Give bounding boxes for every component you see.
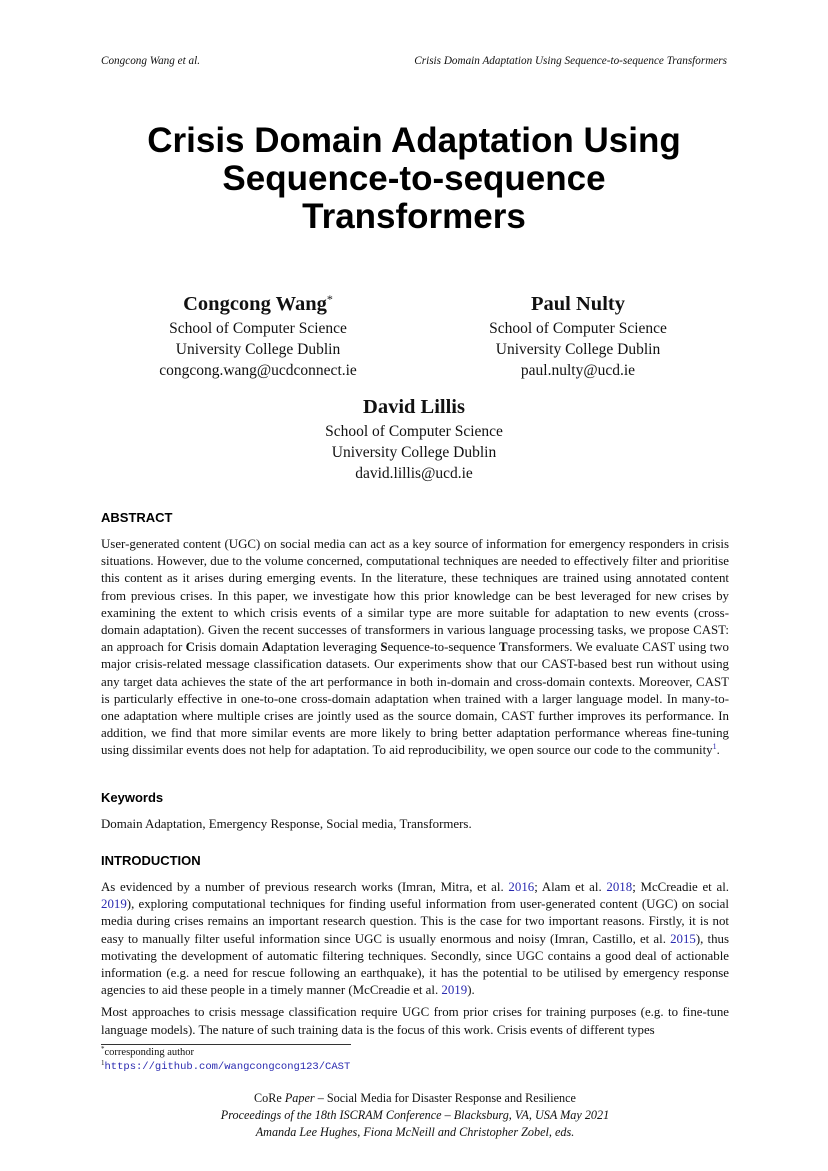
- title-line: Transformers: [302, 197, 526, 236]
- abstract-heading: ABSTRACT: [101, 510, 173, 525]
- author-name: Paul Nulty: [531, 293, 625, 315]
- running-head-title: Crisis Domain Adaptation Using Sequence-to-sequence Transformers: [414, 55, 727, 67]
- repository-link[interactable]: https://github.com/wangcongcong123/CAST: [104, 1061, 351, 1073]
- footer-editors: Amanda Lee Hughes, Fiona McNeill and Christopher Zobel, eds.: [255, 1125, 575, 1139]
- running-head: [101, 53, 727, 69]
- citation-link[interactable]: 2018: [606, 880, 633, 894]
- corresponding-mark: *: [326, 292, 333, 306]
- author-university: University College Dublin: [331, 444, 497, 461]
- keywords-text: Domain Adaptation, Emergency Response, Social media, Transformers.: [101, 817, 472, 831]
- author-university: University College Dublin: [495, 341, 661, 358]
- introduction-heading: INTRODUCTION: [101, 853, 201, 868]
- paragraph: As evidenced by a number of previous research works (Imran, Mitra, et al. 2016; Alam et al. 2018; McCreadie et al. 2019), exploring computational techniques for finding useful information from user-generated content (UGC) on social media during crises remains an important research question. This is the case for two important reasons. Firstly, it is not easy to manually filter useful information since UGC is usually enormous and noisy (Imran, Castillo, et al. 2015), thus motivating the development of automatic filtering techniques. Secondly, since UGC contains a good deal of actionable information (e.g. a need for rescue following an earthquake), it has the potential to be utilised by emergency response agencies to aid these people in a timely manner (McCreadie et al. 2019).: [101, 880, 730, 998]
- page-footer: [101, 1090, 729, 1141]
- paper-title: [90, 122, 738, 236]
- author-email: congcong.wang@ucdconnect.ie: [159, 362, 357, 379]
- footnote-ref[interactable]: 1: [712, 742, 717, 752]
- footnote-divider: [101, 1044, 351, 1045]
- citation-link[interactable]: 2015: [670, 931, 696, 946]
- author-name: Congcong Wang*: [183, 292, 333, 315]
- footer-track: CoRe Paper – Social Media for Disaster Response and Resilience: [254, 1091, 576, 1105]
- footnote: $^1$https://github.com/wangcongcong123/CAST: [101, 1059, 351, 1073]
- introduction-text: [101, 879, 729, 1039]
- title-line: Sequence-to-sequence: [222, 159, 606, 198]
- footnote: *corresponding author: [101, 1045, 195, 1058]
- citation-link[interactable]: 2016: [508, 880, 535, 894]
- abstract-text: User-generated content (UGC) on social media can act as a key source of information for emergency responders in crisis situations. However, due to the volume concerned, computational techniques are needed to effectively filter and prioritise this content as it arises during emerging events. In the literature, these techniques are trained using annotated content from previous crises. In this paper, we investigate how this prior knowledge can be best leveraged for new crises by examining the extent to which crisis events of a similar type are more suitable for adaptation to new events (cross-domain adaptation). Given the recent successes of transformers in various language processing tasks, we propose CAST: an approach for Crisis domain Adaptation leveraging Sequence-to-sequence Transformers. We evaluate CAST using two major crisis-related message classification datasets. Our experiments show that our CAST-based best run without using any target data achieves the state of the art performance in both in-domain and cross-domain contexts. Moreover, CAST is particularly effective in one-to-one cross-domain adaptation when trained with a larger language model. In many-to-one adaptation where multiple crises are jointly used as the source domain, CAST further improves its performance. In addition, we find that more similar events are more likely to bring better adaptation performance whereas fine-tuning using dissimilar events does not help for adaptation. To aid reproducibility, we open source our code to the community$^1$.: [101, 537, 729, 758]
- citation-link[interactable]: 2019: [441, 983, 468, 998]
- footer-proceedings: Proceedings of the 18th ISCRAM Conference – Blacksburg, VA, USA May 2021: [220, 1108, 610, 1122]
- title-line: Crisis Domain Adaptation Using: [147, 121, 681, 160]
- footnotes: [101, 1046, 729, 1074]
- author-department: School of Computer Science: [325, 423, 503, 440]
- author-block: [110, 290, 406, 381]
- paragraph: Most approaches to crisis message classification require UGC from prior crises for training purposes (e.g. to fine-tune language models). The nature of such training data is the focus of this work. Crisis events of different types: [101, 1005, 729, 1037]
- running-head-authors: Congcong Wang et al.: [101, 55, 201, 67]
- author-email: paul.nulty@ucd.ie: [520, 362, 636, 379]
- keywords-heading: Keywords: [101, 790, 164, 805]
- author-name: David Lillis: [363, 396, 465, 418]
- author-block: [430, 290, 726, 381]
- author-department: School of Computer Science: [489, 320, 667, 337]
- author-university: University College Dublin: [175, 341, 341, 358]
- citation-link[interactable]: 2019: [101, 897, 127, 912]
- author-email: david.lillis@ucd.ie: [355, 465, 473, 482]
- author-block: [264, 393, 564, 484]
- author-department: School of Computer Science: [169, 320, 347, 337]
